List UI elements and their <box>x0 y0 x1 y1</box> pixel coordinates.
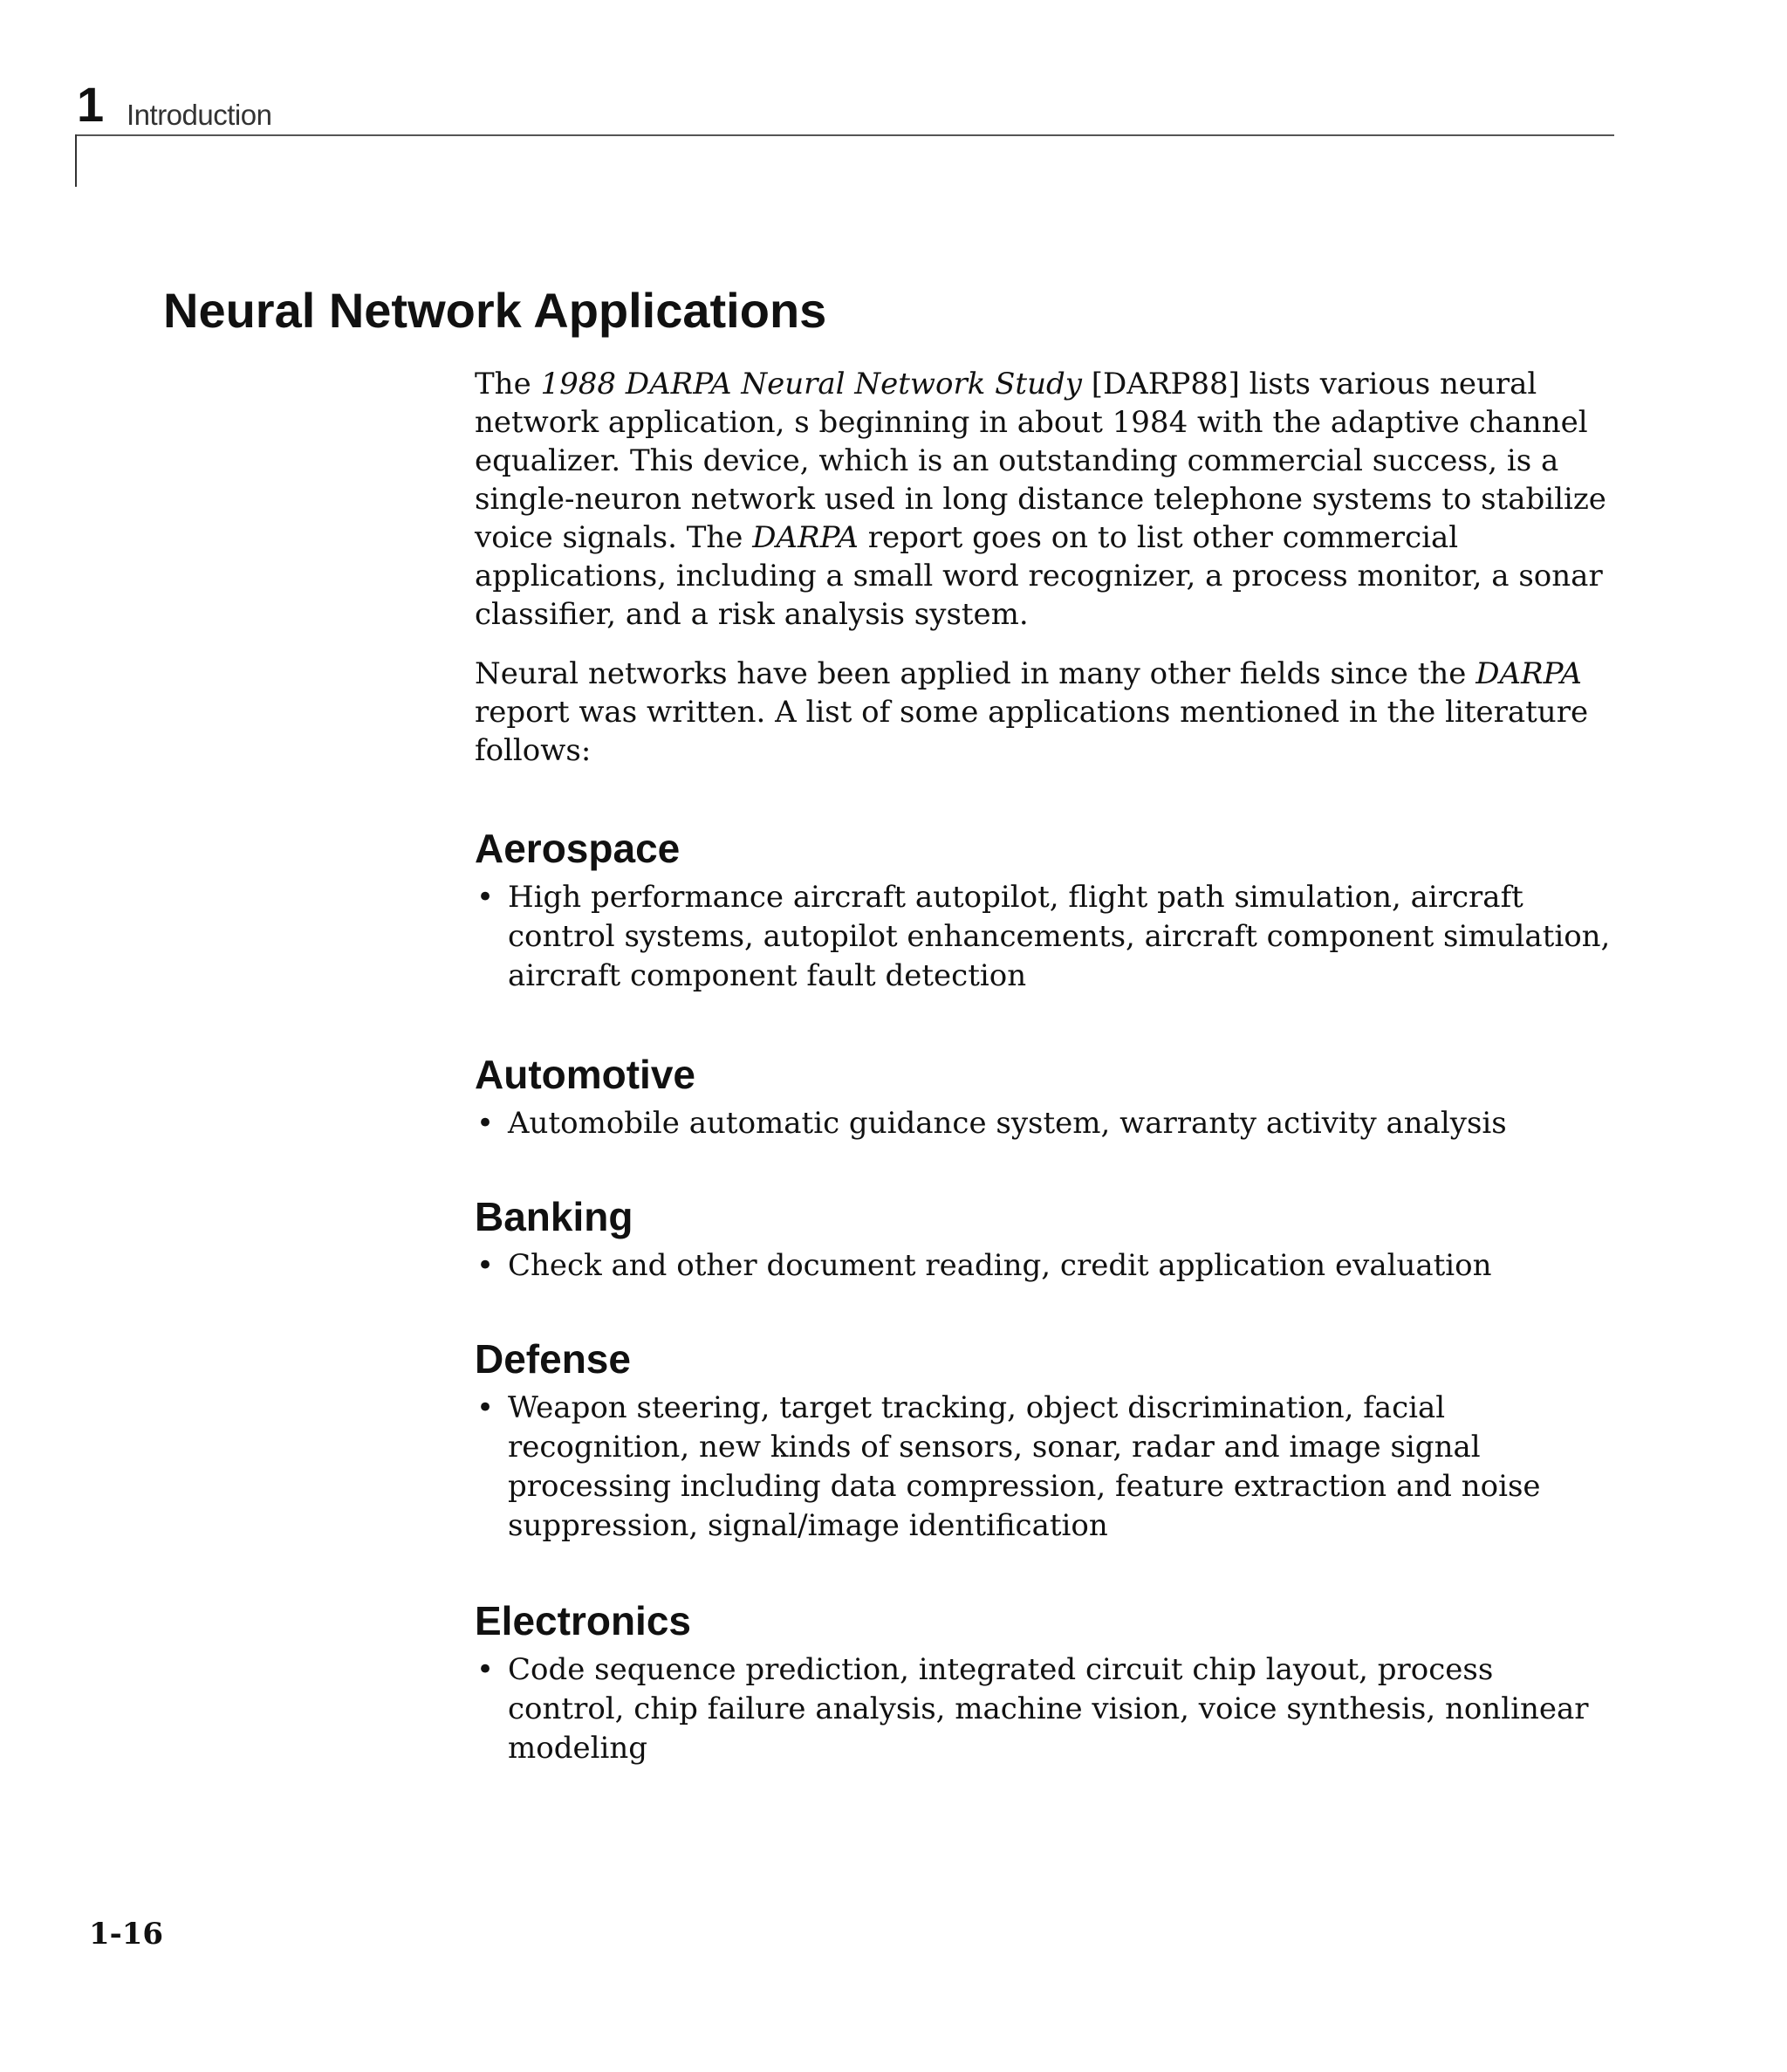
header-tick-mark <box>75 134 77 187</box>
bullet-icon: • <box>476 1652 495 1687</box>
list-item-text: Code sequence prediction, integrated circuit chip layout, process control, chip failure analysis, machine vision, voice synthesis, nonlinear modeling <box>508 1652 1589 1766</box>
category-aerospace <box>475 824 1618 996</box>
darpa-italic: DARPA <box>752 520 859 555</box>
category-electronics <box>475 1596 1618 1768</box>
category-automotive <box>475 1050 1618 1143</box>
list-item <box>475 1246 1618 1286</box>
list-item-text: Automobile automatic guidance system, warranty activity analysis <box>508 1106 1507 1141</box>
intro-p1-text: [DARP88] lists various neural network application, s beginning in about 1984 with the adaptive channel equalizer. This device, which is an outstanding commercial success, is a single-neuron network used in long distance telephone systems to stabilize voice signals. The <box>475 367 1606 555</box>
intro-p1-text: The <box>475 367 541 401</box>
bullet-icon: • <box>476 1248 495 1283</box>
intro-p2-text: Neural networks have been applied in many other fields since the <box>475 656 1476 691</box>
category-heading: Banking <box>475 1194 633 1239</box>
chapter-number: 1 <box>77 77 105 132</box>
chapter-title: Introduction <box>127 99 272 131</box>
category-heading: Aerospace <box>475 826 681 871</box>
main-content <box>475 365 1618 1768</box>
bullet-icon: • <box>476 880 495 915</box>
bullet-icon: • <box>476 1106 495 1141</box>
list-item-text: Weapon steering, target tracking, object discrimination, facial recognition, new kinds of sensors, sonar, radar and image signal processing including data compression, feature extraction and noise suppression, signal/image identification <box>508 1390 1541 1543</box>
intro-paragraph-1 <box>475 365 1618 634</box>
section-title: Neural Network Applications <box>163 283 827 338</box>
list-item <box>475 1104 1618 1143</box>
list-item <box>475 1389 1618 1546</box>
category-heading: Defense <box>475 1336 631 1382</box>
intro-p1-text: report goes on to list other commercial applications, including a small word recognizer, a process monitor, a sonar classifier, and a risk analysis system. <box>475 520 1603 632</box>
intro-p2-text: report was written. A list of some applications mentioned in the literature follows: <box>475 695 1589 768</box>
list-item-text: Check and other document reading, credit application evaluation <box>508 1248 1492 1283</box>
category-heading: Automotive <box>475 1052 695 1097</box>
darpa-italic: DARPA <box>1475 656 1582 691</box>
list-item-text: High performance aircraft autopilot, flight path simulation, aircraft control systems, autopilot enhancements, aircraft component simulation, aircraft component fault detection <box>508 880 1611 993</box>
category-defense <box>475 1334 1618 1546</box>
list-item <box>475 878 1618 996</box>
intro-paragraph-2 <box>475 655 1618 770</box>
bullet-icon: • <box>476 1390 495 1425</box>
category-banking <box>475 1192 1618 1286</box>
header-rule <box>75 134 1614 136</box>
study-title: 1988 DARPA Neural Network Study <box>540 367 1082 401</box>
list-item <box>475 1650 1618 1768</box>
category-heading: Electronics <box>475 1598 691 1643</box>
page-number: 1-16 <box>89 1917 164 1952</box>
